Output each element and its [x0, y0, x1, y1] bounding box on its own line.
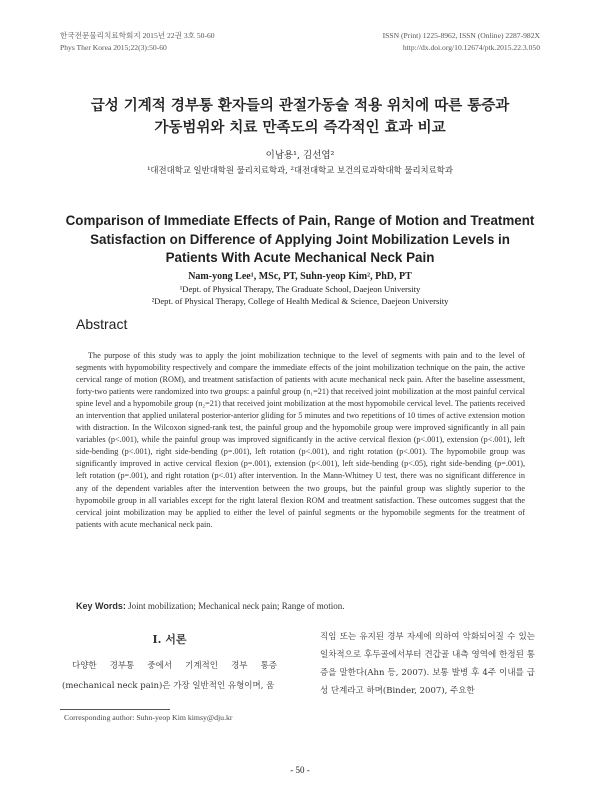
journal-header-left: [60, 30, 215, 54]
footnote-divider: [60, 709, 170, 710]
intro-right-paragraph: 직임 또는 유지된 경부 자세에 의하여 악화되어질 수 있는 일차적으로 후두골에서부터 견갑골 내측 영역에 한정된 통증을 말한다(Ahn 등, 2007). 보통 발병 후 4주 이내를 급성 단계라고 하며(Binder, 2007), 주요한: [320, 632, 535, 696]
korean-title-line-2: 가동범위와 치료 만족도의 즉각적인 효과 비교: [154, 119, 446, 136]
english-title: [60, 212, 540, 268]
journal-english-citation: Phys Ther Korea 2015;22(3):50-60: [60, 43, 167, 52]
intro-right-column: [320, 628, 535, 700]
english-affiliation-2: ²Dept. of Physical Therapy, College of Health Medical & Science, Daejeon University: [151, 295, 449, 306]
journal-korean-citation: 한국전문물리치료학회지 2015년 22권 3호 50-60: [60, 31, 215, 40]
korean-title: [60, 95, 540, 139]
english-authors: Nam-yong Lee¹, MSc, PT, Suhn-yeop Kim², PhD, PT: [188, 271, 412, 282]
section-title-introduction: Ⅰ. 서론: [152, 633, 187, 646]
abstract-heading: Abstract: [76, 316, 128, 332]
doi-line: http://dx.doi.org/10.12674/ptk.2015.22.3.050: [402, 43, 540, 52]
keywords-label: Key Words:: [76, 601, 126, 611]
intro-left-column: [62, 630, 277, 696]
page-number: - 50 -: [290, 765, 310, 775]
english-affiliation-1: ¹Dept. of Physical Therapy, The Graduate School, Daejeon University: [179, 284, 421, 294]
journal-header-right: [383, 30, 540, 54]
keywords-text: Joint mobilization; Mechanical neck pain; Range of motion.: [128, 601, 345, 611]
korean-affiliation: ¹대전대학교 일반대학원 물리치료학과, ²대전대학교 보건의료과학대학 물리치료학과: [147, 165, 453, 175]
corresponding-author: Corresponding author: Suhn-yeop Kim kimsy@dju.kr: [64, 713, 233, 722]
english-title-line-3: Patients With Acute Mechanical Neck Pain: [165, 250, 435, 265]
intro-left-paragraph: 다양한 경부통 중에서 기계적인 경부 통증(mechanical neck pain)은 가장 일반적인 유형이며, 움: [62, 661, 277, 691]
abstract-body: The purpose of this study was to apply the joint mobilization technique to the level of segments with pain and to the level of segments with hypomobility respectively and compare the immediate effects of the joint mobilization technique on the pain, the active cervical range of motion (ROM), and treatment satisfaction of patients with acute mechanical neck pain. After the baseline assessment, forty-two patients were randomized into two groups: a painful group (n₁=21) that received joint mobilization at the most painful cervical spine level and a hypomobile group (n₂=21) that received joint mobilization at the most hypomobile cervical level. The patients received an intervention that applied unilateral posterior-anterior gliding for 5 minutes and two repetitions of 10 times of active extension motion with distraction. In the Wilcoxon signed-rank test, the painful group and the hypomobile group were improved significantly in all pain variables (p<.001), while the painful group was improved significantly in the active cervical flexion (p<.001), extension (p<.001), left side-bending (p<.001), right side-bending (p=.001), left rotation (p<.001), and right rotation (p<.001). The hypomobile group was significantly improved in active cervical flexion (p=.001), extension (p<.001), left side-bending (p<.05), right side-bending (p=.001), left rotation (p=.001), and right rotation (p<.01) after intervention. In the Mann-Whitney U test, there was no significant difference in any of the dependent variables after the intervention between the two groups, but the painful group was slightly superior to the hypomobile group in all variables except for the right lateral flexion ROM and treatment satisfaction. These outcomes suggest that the cervical joint mobilization may be applied to either the level of painful segments or the hypomobile segments for the treatment of patients with acute mechanical neck pain.: [76, 351, 525, 529]
english-title-line-1: Comparison of Immediate Effects of Pain, Range of Motion and Treatment: [65, 213, 535, 228]
korean-title-line-1: 급성 기계적 경부통 환자들의 관절가동술 적용 위치에 따른 통증과: [90, 97, 510, 114]
issn-line: ISSN (Print) 1225-8962, ISSN (Online) 2287-982X: [382, 31, 540, 40]
keywords: [76, 601, 345, 611]
english-affiliations: [60, 284, 540, 307]
english-title-line-2: Satisfaction on Difference of Applying Joint Mobilization Levels in: [90, 231, 510, 247]
korean-authors: 이남용¹, 김선엽²: [265, 150, 335, 161]
